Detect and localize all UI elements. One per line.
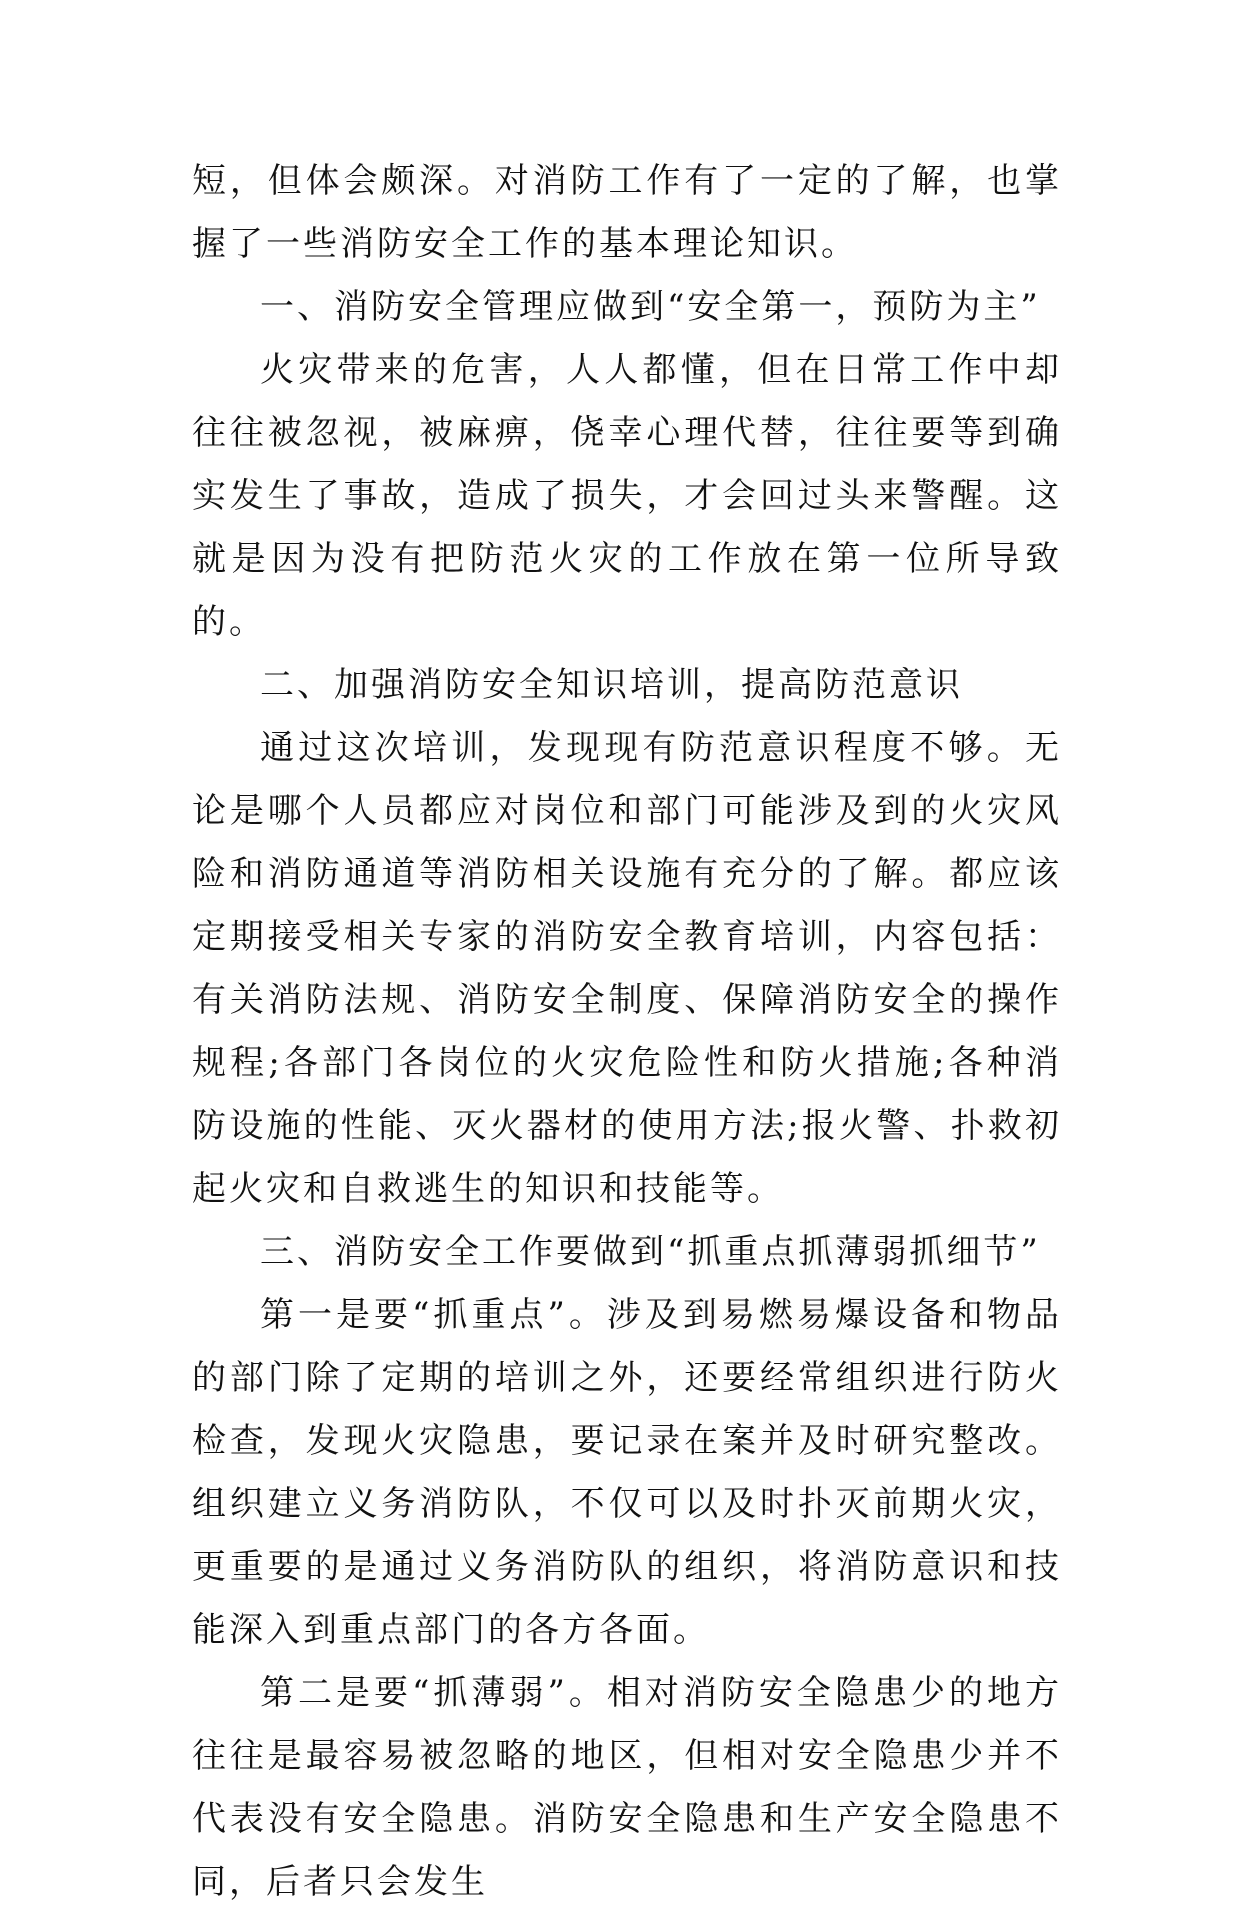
paragraph-fire-hazards: 火灾带来的危害，人人都懂，但在日常工作中却往往被忽视，被麻痹，侥幸心理代替，往往要等到确实发生了事故，造成了损失，才会回过头来警醒。这就是因为没有把防范火灾的工作放在第一位所导致的。 [192,350,1062,642]
document-page [192,150,1062,1914]
section-heading-1: 一、消防安全管理应做到“安全第一，预防为主” [260,287,1041,327]
paragraph-key-points: 第一是要“抓重点”。涉及到易燃易爆设备和物品的部门除了定期的培训之外，还要经常组织进行防火检查，发现火灾隐患，要记录在案并及时研究整改。组织建立义务消防队，不仅可以及时扑灭前期火灾，更重要的是通过义务消防队的组织，将消防意识和技能深入到重点部门的各方各面。 [192,1295,1062,1650]
paragraph-continuation: 短，但体会颇深。对消防工作有了一定的了解，也掌握了一些消防安全工作的基本理论知识。 [192,161,1062,264]
section-heading-2: 二、加强消防安全知识培训，提高防范意识 [260,665,963,705]
paragraph-training: 通过这次培训，发现现有防范意识程度不够。无论是哪个人员都应对岗位和部门可能涉及到的火灾风险和消防通道等消防相关设施有充分的了解。都应该定期接受相关专家的消防安全教育培训，内容包括：有关消防法规、消防安全制度、保障消防安全的操作规程;各部门各岗位的火灾危险性和防火措施;各种消防设施的性能、灭火器材的使用方法;报火警、扑救初起火灾和自救逃生的知识和技能等。 [192,728,1062,1209]
paragraph-weak-points: 第二是要“抓薄弱”。相对消防安全隐患少的地方往往是最容易被忽略的地区，但相对安全隐患少并不代表没有安全隐患。消防安全隐患和生产安全隐患不同，后者只会发生 [192,1673,1062,1902]
section-heading-3: 三、消防安全工作要做到“抓重点抓薄弱抓细节” [260,1232,1041,1272]
